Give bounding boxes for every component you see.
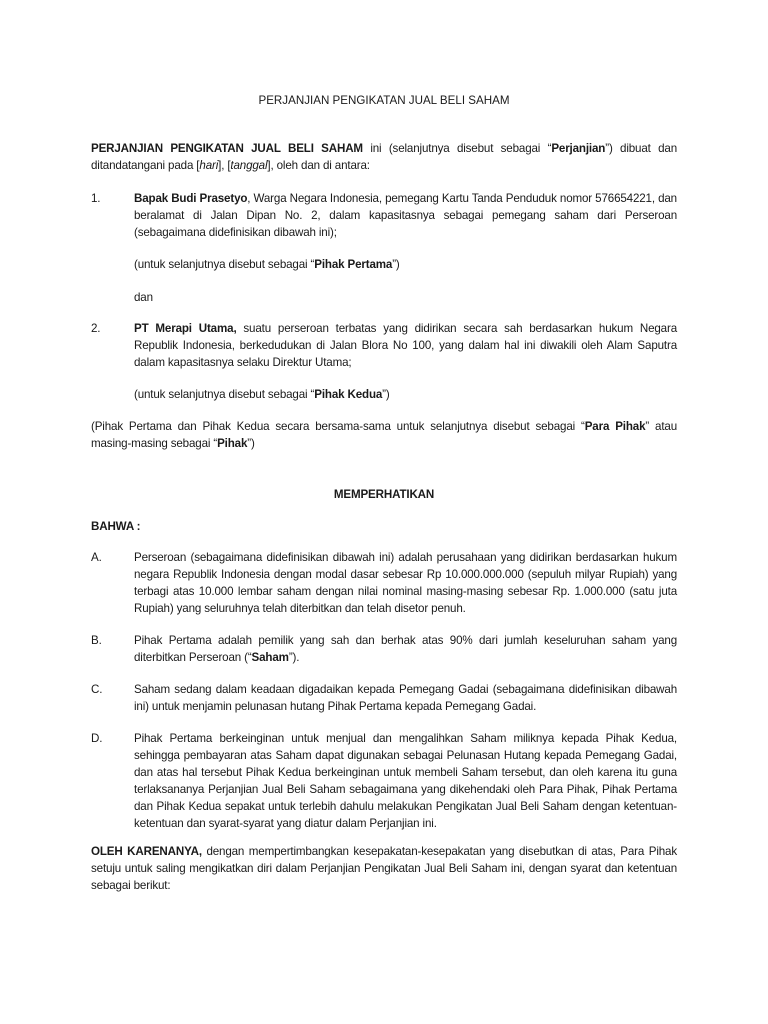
recital-b-term-saham: Saham [251, 651, 289, 664]
party-1-reference [134, 256, 400, 273]
party-1-ref-term: Pihak Pertama [314, 258, 393, 271]
intro-text-3: ], [ [218, 159, 231, 172]
recital-d-number: D. [91, 732, 103, 745]
recital-c-text: Saham sedang dalam keadaan digadaikan kepada Pemegang Gadai (sebagaimana didefinisikan dibawah ini) untuk menjamin pelunasan hutang Pihak Pertama kepada Pemegang Gadai. [134, 683, 677, 713]
section-heading-text: MEMPERHATIKAN [333, 488, 435, 501]
intro-term-perjanjian: Perjanjian [551, 142, 606, 155]
parties-note [91, 418, 677, 452]
party-1-name: Bapak Budi Prasetyo [134, 192, 248, 205]
party-2-text: suatu perseroan terbatas yang didirikan secara sah berdasarkan hukum Negara Republik Indonesia, berkedudukan di Jalan Blora No 100, yang dalam hal ini diwakili oleh Alam Saputra dalam kapasitasnya selaku Direktur Utama; [134, 322, 677, 369]
party-2-name: PT Merapi Utama, [134, 322, 237, 335]
party-1-text: , Warga Negara Indonesia, pemegang Kartu Tanda Penduduk nomor 576654221, dan beralamat di Jalan Dipan No. 2, dalam kapasitasnya sebagai pemegang saham dari Perseroan (sebagaimana didefinisikan dibawah ini); [134, 192, 677, 239]
closing-bold-lead: OLEH KARENANYA, [91, 845, 202, 858]
parties-note-text-1: (Pihak Pertama dan Pihak Kedua secara bersama-sama untuk selanjutnya disebut sebagai “ [91, 420, 585, 433]
recital-a [91, 549, 677, 617]
closing-text: dengan mempertimbangkan kesepakatan-kesepakatan yang disebutkan di atas, Para Pihak setuju untuk saling mengikatkan diri dalam Perjanjian Pengikatan Jual Beli Saham ini, dengan syarat dan ketentuan sebagai berikut: [91, 845, 677, 892]
recital-a-number: A. [91, 551, 102, 564]
recital-b-text-2: ”). [288, 651, 300, 664]
parties-note-text-2: ” atau masing-masing sebagai “ [91, 420, 677, 450]
recital-d [91, 730, 677, 832]
party-1 [91, 190, 677, 241]
closing-paragraph [91, 843, 677, 894]
conjunction-and: dan [134, 291, 153, 304]
party-2-ref-pre: (untuk selanjutnya disebut sebagai “ [134, 388, 315, 401]
recital-b-text-1: Pihak Pertama adalah pemilik yang sah dan berhak atas 90% dari jumlah keseluruhan saham yang diterbitkan Perseroan (“ [134, 634, 677, 664]
recital-b-number: B. [91, 634, 102, 647]
intro-placeholder-date: tanggal [230, 159, 268, 172]
intro-bold-lead: PERJANJIAN PENGIKATAN JUAL BELI SAHAM [91, 142, 363, 155]
section-heading [0, 486, 768, 503]
intro-text-2: ”) dibuat dan ditandatangani pada [ [91, 142, 677, 172]
parties-note-term-pihak: Pihak [217, 437, 248, 450]
whereas-label [91, 518, 677, 535]
parties-note-term-para-pihak: Para Pihak [584, 420, 646, 433]
recital-d-text: Pihak Pertama berkeinginan untuk menjual dan mengalihkan Saham miliknya kepada Pihak Kedua, sehingga pembayaran atas Saham dapat digunakan sebagai Pelunasan Hutang kepada Pemegang Gadai, dan atas hal tersebut Pihak Kedua berkeinginan untuk membeli Saham tersebut, dan oleh karena itu guna terlaksananya Perjanjian Jual Beli Saham sebagaimana yang dikehendaki oleh Para Pihak, Pihak Pertama dan Pihak Kedua sepakat untuk terlebih dahulu melakukan Pengikatan Jual Beli Saham dengan ketentuan-ketentuan dan syarat-syarat yang diatur dalam Perjanjian ini. [134, 732, 677, 830]
party-1-ref-pre: (untuk selanjutnya disebut sebagai “ [134, 258, 315, 271]
parties-note-text-3: ”) [247, 437, 255, 450]
recital-b [91, 632, 677, 666]
party-1-number: 1. [91, 192, 101, 205]
intro-placeholder-day: hari [199, 159, 219, 172]
recital-a-text: Perseroan (sebagaimana didefinisikan dibawah ini) adalah perusahaan yang didirikan berdasarkan hukum negara Republik Indonesia dengan modal dasar sebesar Rp 10.000.000.000 (sepuluh milyar Rupiah) yang terbagi atas 10.000 lembar saham dengan nilai nominal masing-masing sebesar Rp. 1.000.000 (satu juta Rupiah) yang seluruhnya telah diterbitkan dan telah disetor penuh. [134, 551, 677, 615]
party-2-body [134, 320, 677, 371]
document-title: PERJANJIAN PENGIKATAN JUAL BELI SAHAM [258, 94, 510, 107]
intro-text-1: ini (selanjutnya disebut sebagai “ [362, 142, 552, 155]
party-2-ref-term: Pihak Kedua [314, 388, 383, 401]
party-2-number: 2. [91, 322, 101, 335]
whereas-label-text: BAHWA : [91, 520, 141, 533]
intro-text-4: ], oleh dan di antara: [267, 159, 370, 172]
party-2-ref-post: ”) [382, 388, 390, 401]
party-2 [91, 320, 677, 371]
party-1-body [134, 190, 677, 241]
recital-b-body [134, 632, 677, 666]
party-1-ref-post: ”) [392, 258, 400, 271]
recital-c [91, 681, 677, 715]
recital-c-number: C. [91, 683, 103, 696]
party-2-reference [134, 386, 390, 403]
intro-paragraph [91, 140, 677, 174]
